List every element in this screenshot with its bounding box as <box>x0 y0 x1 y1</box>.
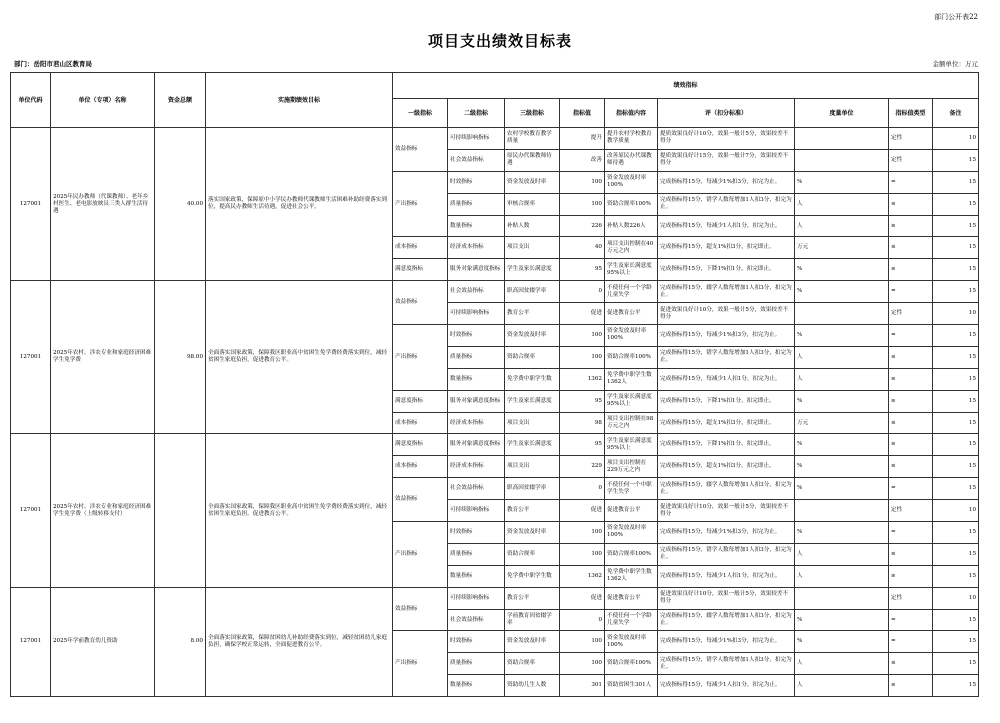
indicator-value: 改善 <box>560 149 605 171</box>
level3-indicator: 资助合规率 <box>505 346 560 368</box>
remark: 15 <box>933 193 979 215</box>
level1-indicator: 满意度指标 <box>393 434 448 456</box>
indicator-type: 定性 <box>889 303 933 325</box>
scoring-standard: 完成指标得15分，每减少1人扣1分，扣完为止。 <box>658 565 795 587</box>
remark: 15 <box>933 653 979 675</box>
level3-indicator: 审核合规率 <box>505 193 560 215</box>
indicator-content: 促进教育公平 <box>605 587 658 609</box>
measure-unit: 人 <box>795 565 889 587</box>
implementation-goal: 全面落实国家政策，保障我区职业高中贫困生免学费经费落实到位，减轻贫困生家庭负担，促进教育公平。 <box>206 434 393 587</box>
level2-indicator: 时效指标 <box>448 522 505 544</box>
indicator-value: 促进 <box>560 500 605 522</box>
measure-unit: % <box>795 478 889 500</box>
level1-indicator: 成本指标 <box>393 237 448 259</box>
project-name: 2025年农村、涉农专业和家庭经济困难学生免学费 <box>51 281 155 434</box>
indicator-value: 提升 <box>560 128 605 150</box>
measure-unit: % <box>795 522 889 544</box>
level1-indicator: 效益指标 <box>393 128 448 172</box>
measure-unit: 人 <box>795 543 889 565</box>
level2-indicator: 时效指标 <box>448 325 505 347</box>
remark: 15 <box>933 149 979 171</box>
remark: 15 <box>933 434 979 456</box>
scoring-standard: 完成指标得15分，每减少1%扣3分，扣完为止。 <box>658 171 795 193</box>
indicator-type: 定性 <box>889 500 933 522</box>
indicator-value: 95 <box>560 434 605 456</box>
department-label: 部门：岳阳市君山区教育局 <box>14 60 92 68</box>
fund-total: 40.00 <box>155 128 206 281</box>
indicator-value: 100 <box>560 325 605 347</box>
level3-indicator: 资助合规率 <box>505 653 560 675</box>
scoring-standard: 促进效果良好计10分，效果一般计5分，效果较差不得分 <box>658 587 795 609</box>
scoring-standard: 完成指标得15分，错学人数每增加1人扣3分，扣完为止。 <box>658 543 795 565</box>
indicator-value: 98 <box>560 412 605 434</box>
remark: 15 <box>933 412 979 434</box>
remark: 10 <box>933 128 979 150</box>
indicator-content: 资助贫困生301人 <box>605 675 658 697</box>
remark: 10 <box>933 303 979 325</box>
unit-code: 127001 <box>11 434 51 587</box>
indicator-value: 40 <box>560 237 605 259</box>
scoring-standard: 完成指标得15分，辍学人数每增加1人扣3分，扣完为止。 <box>658 281 795 303</box>
level3-indicator: 资助合规率 <box>505 543 560 565</box>
scoring-standard: 促进效果良好计10分，效果一般计5分，效果较差不得分 <box>658 500 795 522</box>
measure-unit: 人 <box>795 653 889 675</box>
scoring-standard: 完成指标得15分，下降1%扣1分，扣完即止。 <box>658 390 795 412</box>
remark: 15 <box>933 215 979 237</box>
scoring-standard: 提质效果良好计15分，效果一般计7分，效果较差不得分 <box>658 149 795 171</box>
level1-indicator: 效益指标 <box>393 587 448 631</box>
level3-indicator: 职高因贫辍学率 <box>505 478 560 500</box>
measure-unit: % <box>795 631 889 653</box>
indicator-type: ≥ <box>889 390 933 412</box>
remark: 10 <box>933 500 979 522</box>
indicator-content: 资助合规率100% <box>605 543 658 565</box>
project-name: 2025年农村、涉农专业和家庭经济困难学生免学费（上级转移支付） <box>51 434 155 587</box>
performance-table <box>10 72 979 697</box>
level3-indicator: 教育公平 <box>505 303 560 325</box>
measure-unit <box>795 303 889 325</box>
indicator-type: ≥ <box>889 259 933 281</box>
fund-total: 98.00 <box>155 281 206 434</box>
level3-indicator: 项目支出 <box>505 456 560 478</box>
indicator-type: 定性 <box>889 149 933 171</box>
indicator-content: 不使任何一个学龄儿童失学 <box>605 281 658 303</box>
unit-code: 127001 <box>11 128 51 281</box>
measure-unit: 人 <box>795 215 889 237</box>
header-l2: 二级指标 <box>448 99 505 128</box>
scoring-standard: 完成指标得15分，辍学人数每增加1人扣3分，扣完为止。 <box>658 478 795 500</box>
indicator-content: 学生及家长满意度95%以上 <box>605 390 658 412</box>
indicator-value: 100 <box>560 193 605 215</box>
indicator-type: ≥ <box>889 565 933 587</box>
remark: 15 <box>933 325 979 347</box>
indicator-value: 226 <box>560 215 605 237</box>
level3-indicator: 教育公平 <box>505 500 560 522</box>
indicator-value: 0 <box>560 609 605 631</box>
indicator-value: 1362 <box>560 368 605 390</box>
remark: 15 <box>933 281 979 303</box>
scoring-standard: 提质效果良好计10分，效果一般计5分，效果较差不得分 <box>658 128 795 150</box>
indicator-type: = <box>889 171 933 193</box>
remark: 15 <box>933 346 979 368</box>
fund-total: 8.00 <box>155 587 206 696</box>
indicator-value: 100 <box>560 653 605 675</box>
level3-indicator: 补贴人数 <box>505 215 560 237</box>
measure-unit: % <box>795 325 889 347</box>
indicator-content: 项目支出控制在229万元之内 <box>605 456 658 478</box>
measure-unit <box>795 149 889 171</box>
indicator-value: 100 <box>560 543 605 565</box>
indicator-content: 学生及家长满意度95%以上 <box>605 259 658 281</box>
level3-indicator: 学前教育因贫辍学率 <box>505 609 560 631</box>
indicator-content: 不使任何一个学龄儿童失学 <box>605 609 658 631</box>
indicator-content: 提升农村学校教育教学质量 <box>605 128 658 150</box>
measure-unit: % <box>795 281 889 303</box>
indicator-type: ≥ <box>889 675 933 697</box>
scoring-standard: 完成指标得15分，错学人数每增加1人扣3分，扣完为止。 <box>658 346 795 368</box>
table-row <box>11 434 979 456</box>
level1-indicator: 效益指标 <box>393 478 448 522</box>
header-l3: 三级指标 <box>505 99 560 128</box>
table-row <box>11 587 979 609</box>
remark: 15 <box>933 259 979 281</box>
level3-indicator: 资金发放及时率 <box>505 522 560 544</box>
indicator-value: 95 <box>560 259 605 281</box>
level3-indicator: 原民办代课教师待遇 <box>505 149 560 171</box>
measure-unit: % <box>795 390 889 412</box>
indicator-value: 0 <box>560 478 605 500</box>
level2-indicator: 质量指标 <box>448 543 505 565</box>
table-row <box>11 281 979 303</box>
remark: 15 <box>933 390 979 412</box>
implementation-goal: 落实国家政策，保障原中小学民办教师代课教师生活困难补助经费落实到位，提高民办教师生活待遇，促进社会公平。 <box>206 128 393 281</box>
level1-indicator: 满意度指标 <box>393 390 448 412</box>
level2-indicator: 时效指标 <box>448 171 505 193</box>
remark: 15 <box>933 609 979 631</box>
level1-indicator: 产出指标 <box>393 631 448 697</box>
amount-unit-label: 金额单位：万元 <box>932 60 978 68</box>
level3-indicator: 免学费中职学生数 <box>505 368 560 390</box>
level2-indicator: 质量指标 <box>448 346 505 368</box>
indicator-value: 301 <box>560 675 605 697</box>
indicator-content: 免学费中职学生数1362人 <box>605 368 658 390</box>
indicator-type: ≤ <box>889 543 933 565</box>
unit-code: 127001 <box>11 587 51 696</box>
indicator-content: 学生及家长满意度95%以上 <box>605 434 658 456</box>
level2-indicator: 数量指标 <box>448 215 505 237</box>
indicator-value: 100 <box>560 171 605 193</box>
level2-indicator: 社会效益指标 <box>448 609 505 631</box>
level2-indicator: 服务对象满意度指标 <box>448 434 505 456</box>
scoring-standard: 完成指标得15分，下降1%扣1分，扣完即止。 <box>658 259 795 281</box>
fund-total <box>155 434 206 587</box>
level2-indicator: 质量指标 <box>448 193 505 215</box>
unit-code: 127001 <box>11 281 51 434</box>
measure-unit: % <box>795 456 889 478</box>
scoring-standard: 完成指标得15分，下降1%扣1分，扣完即止。 <box>658 434 795 456</box>
indicator-content: 项目支出控制在40万元之内 <box>605 237 658 259</box>
remark: 15 <box>933 368 979 390</box>
level2-indicator: 时效指标 <box>448 631 505 653</box>
project-name: 2025年民办教师（代课教师）、老年乡村医生、老电影放映员三类人群生活待遇 <box>51 128 155 281</box>
indicator-value: 促进 <box>560 303 605 325</box>
indicator-value: 促进 <box>560 587 605 609</box>
level2-indicator: 数量指标 <box>448 565 505 587</box>
header-total: 资金总额 <box>155 73 206 128</box>
level2-indicator: 可持续影响指标 <box>448 303 505 325</box>
measure-unit: 人 <box>795 368 889 390</box>
measure-unit <box>795 128 889 150</box>
remark: 15 <box>933 675 979 697</box>
scoring-standard: 完成指标得15分，超支1%扣3分，扣完即止。 <box>658 412 795 434</box>
level3-indicator: 学生及家长满意度 <box>505 390 560 412</box>
scoring-standard: 完成指标得15分，超支1%扣3分，扣完即止。 <box>658 237 795 259</box>
indicator-content: 资金发放及时率100% <box>605 522 658 544</box>
measure-unit <box>795 500 889 522</box>
implementation-goal: 全面落实国家政策，保障我区职业高中贫困生免学费经费落实到位，减轻贫困生家庭负担，促进教育公平。 <box>206 281 393 434</box>
indicator-type: ≤ <box>889 346 933 368</box>
indicator-type: ≥ <box>889 368 933 390</box>
header-code: 单位代码 <box>11 73 51 128</box>
measure-unit: % <box>795 171 889 193</box>
level1-indicator: 产出指标 <box>393 171 448 237</box>
header-measure: 度量单位 <box>795 99 889 128</box>
scoring-standard: 促进效果良好计10分，效果一般计5分，效果较差不得分 <box>658 303 795 325</box>
implementation-goal: 全面落实国家政策，保障贫困幼儿补助经费落实到位，减轻贫困幼儿家庭负担，确保学校正常运转，全面促进教育公平。 <box>206 587 393 696</box>
measure-unit: % <box>795 609 889 631</box>
indicator-content: 不使任何一个中职学生失学 <box>605 478 658 500</box>
level3-indicator: 免学费中职学生数 <box>505 565 560 587</box>
scoring-standard: 完成指标得15分，每减少1%扣3分，扣完为止。 <box>658 325 795 347</box>
indicator-type: ≤ <box>889 237 933 259</box>
header-perf: 绩效指标 <box>393 73 979 99</box>
level1-indicator: 成本指标 <box>393 412 448 434</box>
indicator-type: = <box>889 478 933 500</box>
indicator-value: 1362 <box>560 565 605 587</box>
corner-label: 部门公开表22 <box>934 13 978 21</box>
level3-indicator: 资金发放及时率 <box>505 171 560 193</box>
indicator-content: 资助合规率100% <box>605 346 658 368</box>
indicator-content: 促进教育公平 <box>605 500 658 522</box>
indicator-value: 100 <box>560 522 605 544</box>
indicator-type: 定性 <box>889 128 933 150</box>
measure-unit: 人 <box>795 193 889 215</box>
measure-unit: % <box>795 259 889 281</box>
level3-indicator: 学生及家长满意度 <box>505 434 560 456</box>
level3-indicator: 资金发放及时率 <box>505 631 560 653</box>
indicator-type: ≤ <box>889 653 933 675</box>
header-val: 指标值 <box>560 99 605 128</box>
indicator-type: ≥ <box>889 215 933 237</box>
level2-indicator: 服务对象满意度指标 <box>448 259 505 281</box>
indicator-content: 改善原民办代课教师待遇 <box>605 149 658 171</box>
indicator-content: 项目支出控制在98万元之内 <box>605 412 658 434</box>
indicator-type: = <box>889 325 933 347</box>
header-l1: 一级指标 <box>393 99 448 128</box>
measure-unit <box>795 587 889 609</box>
indicator-value: 0 <box>560 281 605 303</box>
indicator-type: ≤ <box>889 456 933 478</box>
indicator-content: 补贴人数226人 <box>605 215 658 237</box>
scoring-standard: 完成指标得15分，错学人数每增加1人扣3分，扣完为止。 <box>658 653 795 675</box>
measure-unit: 万元 <box>795 412 889 434</box>
remark: 15 <box>933 478 979 500</box>
indicator-content: 资助合规率100% <box>605 653 658 675</box>
level2-indicator: 服务对象满意度指标 <box>448 390 505 412</box>
scoring-standard: 完成指标得15分，每减少1人扣1分，扣完为止。 <box>658 675 795 697</box>
indicator-type: 定性 <box>889 587 933 609</box>
level2-indicator: 数量指标 <box>448 675 505 697</box>
header-note: 备注 <box>933 99 979 128</box>
remark: 15 <box>933 522 979 544</box>
table-body <box>11 128 979 697</box>
level2-indicator: 可持续影响指标 <box>448 587 505 609</box>
indicator-content: 免学费中职学生数1362人 <box>605 565 658 587</box>
indicator-content: 资金发放及时率100% <box>605 171 658 193</box>
indicator-type: = <box>889 609 933 631</box>
indicator-value: 100 <box>560 631 605 653</box>
indicator-value: 229 <box>560 456 605 478</box>
remark: 15 <box>933 565 979 587</box>
remark: 15 <box>933 237 979 259</box>
header-goal: 实施期绩效目标 <box>206 73 393 128</box>
scoring-standard: 完成指标得15分，辍学人数每增加1人扣3分，扣完为止。 <box>658 609 795 631</box>
header-name: 单位（专项）名称 <box>51 73 155 128</box>
level2-indicator: 经济成本指标 <box>448 456 505 478</box>
indicator-type: = <box>889 281 933 303</box>
level3-indicator: 项目支出 <box>505 412 560 434</box>
indicator-content: 促进教育公平 <box>605 303 658 325</box>
indicator-type: ≥ <box>889 434 933 456</box>
scoring-standard: 完成指标得15分，每减少1人扣1分，扣完为止。 <box>658 215 795 237</box>
remark: 15 <box>933 631 979 653</box>
level1-indicator: 成本指标 <box>393 456 448 478</box>
level3-indicator: 资助幼儿生人数 <box>505 675 560 697</box>
scoring-standard: 完成指标得15分，错学人数每增加1人扣3分，扣完为止。 <box>658 193 795 215</box>
indicator-type: ≤ <box>889 193 933 215</box>
level1-indicator: 效益指标 <box>393 281 448 325</box>
indicator-value: 95 <box>560 390 605 412</box>
level2-indicator: 数量指标 <box>448 368 505 390</box>
level3-indicator: 项目支出 <box>505 237 560 259</box>
level3-indicator: 职高因贫辍学率 <box>505 281 560 303</box>
level1-indicator: 产出指标 <box>393 325 448 391</box>
indicator-type: ≤ <box>889 412 933 434</box>
indicator-content: 资金发放及时率100% <box>605 325 658 347</box>
level3-indicator: 学生及家长满意度 <box>505 259 560 281</box>
measure-unit: % <box>795 434 889 456</box>
header-score: 评（扣分标准） <box>658 99 795 128</box>
measure-unit: 人 <box>795 675 889 697</box>
level2-indicator: 可持续影响指标 <box>448 500 505 522</box>
remark: 10 <box>933 587 979 609</box>
indicator-type: = <box>889 631 933 653</box>
header-type: 指标值类型 <box>889 99 933 128</box>
page-title: 项目支出绩效目标表 <box>427 32 572 50</box>
indicator-content: 资助合规率100% <box>605 193 658 215</box>
level2-indicator: 经济成本指标 <box>448 412 505 434</box>
level1-indicator: 满意度指标 <box>393 259 448 281</box>
level2-indicator: 质量指标 <box>448 653 505 675</box>
scoring-standard: 完成指标得15分，每减少1人扣1分，扣完为止。 <box>658 368 795 390</box>
remark: 15 <box>933 543 979 565</box>
level3-indicator: 农村学校教育教学质量 <box>505 128 560 150</box>
indicator-value: 100 <box>560 346 605 368</box>
indicator-type: = <box>889 522 933 544</box>
scoring-standard: 完成指标得15分，超支1%扣3分，扣完即止。 <box>658 456 795 478</box>
scoring-standard: 完成指标得15分，每减少1%扣3分，扣完为止。 <box>658 631 795 653</box>
project-name: 2025年学前教育幼儿资助 <box>51 587 155 696</box>
header-content: 指标值内容 <box>605 99 658 128</box>
remark: 15 <box>933 171 979 193</box>
indicator-content: 资金发放及时率100% <box>605 631 658 653</box>
scoring-standard: 完成指标得15分，每减少1%扣3分，扣完为止。 <box>658 522 795 544</box>
level3-indicator: 资金发放及时率 <box>505 325 560 347</box>
level2-indicator: 可持续影响指标 <box>448 128 505 150</box>
level2-indicator: 社会效益指标 <box>448 149 505 171</box>
measure-unit: 万元 <box>795 237 889 259</box>
remark: 15 <box>933 456 979 478</box>
level2-indicator: 经济成本指标 <box>448 237 505 259</box>
level1-indicator: 产出指标 <box>393 522 448 588</box>
level3-indicator: 教育公平 <box>505 587 560 609</box>
measure-unit: 人 <box>795 346 889 368</box>
level2-indicator: 社会效益指标 <box>448 281 505 303</box>
table-row <box>11 128 979 150</box>
level2-indicator: 社会效益指标 <box>448 478 505 500</box>
